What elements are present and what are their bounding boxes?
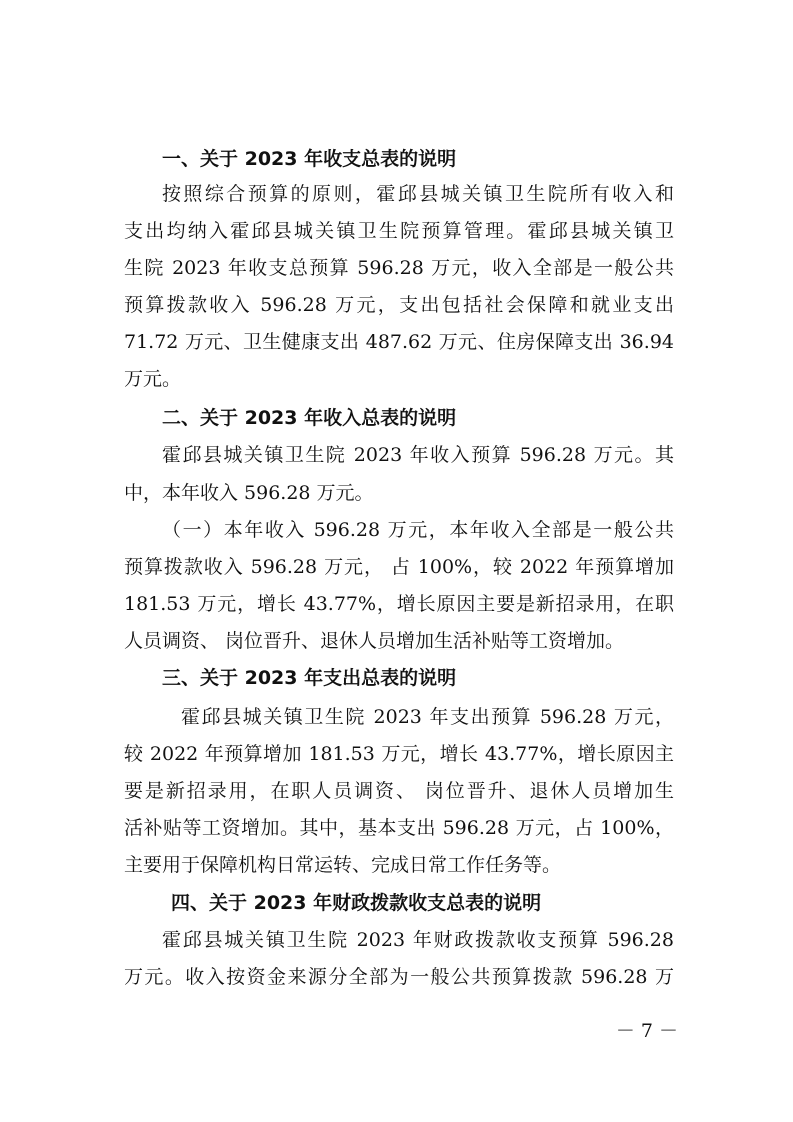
section-heading: 一、关于 2023 年收支总表的说明 [162,148,457,170]
paragraph-line: 要是新招录用，在职人员调资、 岗位晋升、退休人员增加生 [124,780,674,802]
paragraph-line: 预算拨款收入 596.28 万元，支出包括社会保障和就业支出 [124,294,674,316]
paragraph-line: 主要用于保障机构日常运转、完成日常工作任务等。 [124,854,562,876]
section-heading: 三、关于 2023 年支出总表的说明 [162,667,457,689]
paragraph-line: 较 2022 年预算增加 181.53 万元，增长 43.77%，增长原因主 [124,743,674,765]
paragraph-line: 支出均纳入霍邱县城关镇卫生院预算管理。霍邱县城关镇卫 [124,220,674,242]
paragraph-line: （一）本年收入 596.28 万元，本年收入全部是一般公共 [162,519,674,541]
paragraph-line: 中，本年收入 596.28 万元。 [124,482,374,504]
paragraph-line: 人员调资、 岗位晋升、退休人员增加生活补贴等工资增加。 [124,630,625,652]
section-heading: 二、关于 2023 年收入总表的说明 [162,407,457,429]
section-heading: 四、关于 2023 年财政拨款收支总表的说明 [171,892,542,914]
paragraph-line: 霍邱县城关镇卫生院 2023 年财政拨款收支预算 596.28 [162,929,674,951]
paragraph-line: 霍邱县城关镇卫生院 2023 年收入预算 596.28 万元。其 [162,444,674,466]
paragraph-line: 霍邱县城关镇卫生院 2023 年支出预算 596.28 万元， [181,706,674,728]
paragraph-line: 按照综合预算的原则，霍邱县城关镇卫生院所有收入和 [162,183,674,205]
paragraph-line: 万元。 [124,368,182,390]
paragraph-line: 活补贴等工资增加。其中，基本支出 596.28 万元，占 100%， [124,817,674,839]
paragraph-line: 万元。收入按资金来源分全部为一般公共预算拨款 596.28 万 [124,966,674,988]
paragraph-line: 181.53 万元，增长 43.77%，增长原因主要是新招录用，在职 [124,593,674,615]
paragraph-line: 预算拨款收入 596.28 万元， 占 100%，较 2022 年预算增加 [124,556,674,578]
paragraph-line: 71.72 万元、卫生健康支出 487.62 万元、住房保障支出 36.94 [124,331,674,353]
paragraph-line: 生院 2023 年收支总预算 596.28 万元，收入全部是一般公共 [124,257,674,279]
page-number: － 7 － [615,1020,678,1042]
